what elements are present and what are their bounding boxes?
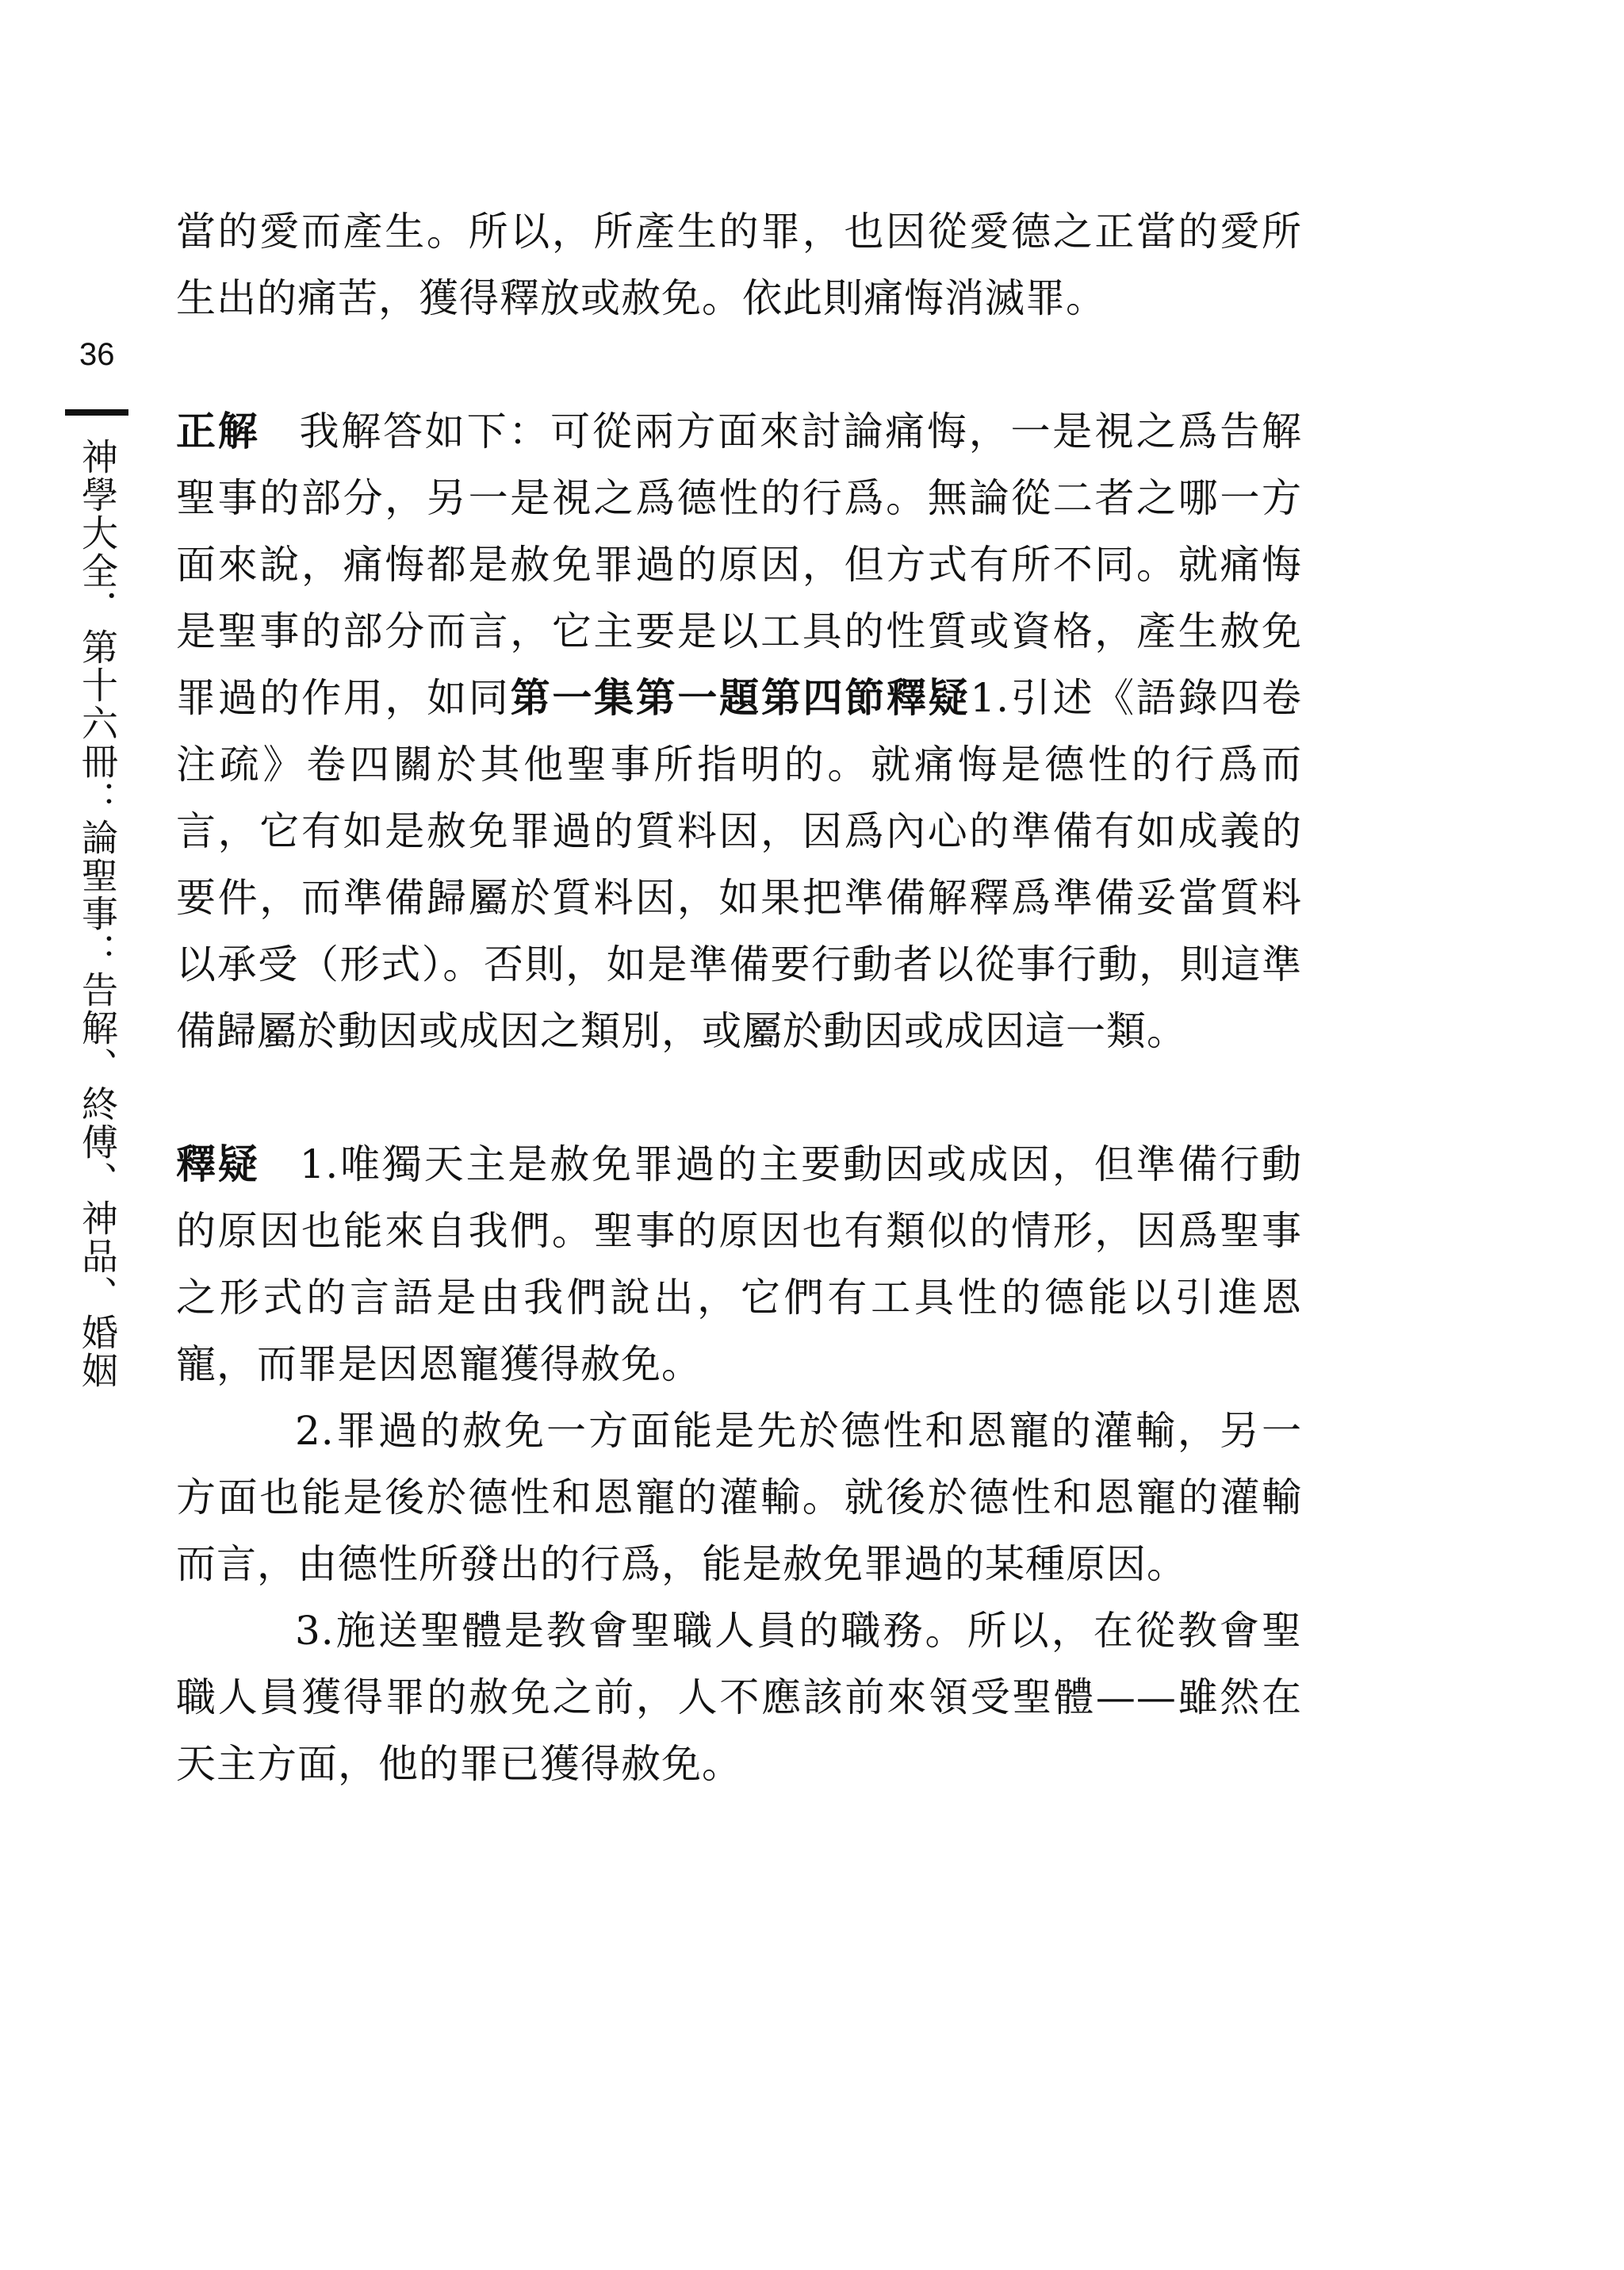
answer-text-part1: 我解答如下：可從兩方面來討論痛悔，一是視之爲告解聖事的部分，另一是視之爲德性的行爲。無論從二者之哪一方面來說，痛悔都是赦免罪過的原因，但方式有所不同。就痛悔是聖事的部分而言，它主要是以工具的性質或資格，產生赦免罪過的作用，如同 <box>176 408 1303 721</box>
body-text <box>176 198 1302 1797</box>
answer-cross-reference: 第一集第一題第四節釋疑 <box>510 675 971 721</box>
paragraph-gap <box>176 1064 1302 1131</box>
reply-2-paragraph: 2.罪過的赦免一方面能是先於德性和恩寵的灌輸，另一方面也能是後於德性和恩寵的灌輸。就後於德性和恩寵的灌輸而言，由德性所發出的行爲，能是赦免罪過的某種原因。 <box>176 1408 1302 1587</box>
reply-1-paragraph <box>176 1131 1302 1398</box>
reply-3-paragraph: 3.施送聖體是教會聖職人員的職務。所以，在從教會聖職人員獲得罪的赦免之前，人不應該前來領受聖體——雖然在天主方面，他的罪已獲得赦免。 <box>176 1608 1302 1787</box>
reply-1-text: 1.唯獨天主是赦免罪過的主要動因或成因，但準備行動的原因也能來自我們。聖事的原因也有類似的情形，因爲聖事之形式的言語是由我們說出，它們有工具性的德能以引進恩寵，而罪是因恩寵獲得赦免。 <box>176 1141 1302 1387</box>
paragraph-gap <box>176 332 1302 398</box>
answer-text-part2: 1.引述《語錄四卷注疏》卷四關於其他聖事所指明的。就痛悔是德性的行爲而言，它有如是赦免罪過的質料因，因爲內心的準備有如成義的要件，而準備歸屬於質料因，如果把準備解釋爲準備妥當質料以承受（形式）。否則，如是準備要行動者以從事行動，則這準備歸屬於動因或成因之類別，或屬於動因或成因這一類。 <box>176 675 1302 1054</box>
opening-paragraph: 當的愛而產生。所以，所產生的罪，也因從愛德之正當的愛所生出的痛苦，獲得釋放或赦免。依此則痛悔消滅罪。 <box>176 209 1302 321</box>
replies-label: 釋疑 <box>176 1141 260 1187</box>
page-number: 36 <box>79 337 115 372</box>
answer-label: 正解 <box>176 408 260 454</box>
running-head: 神學大全．第十六冊：論聖事：告解、終傅、神品、婚姻 <box>76 438 119 1390</box>
answer-paragraph <box>176 398 1302 1064</box>
header-rule <box>65 409 128 416</box>
